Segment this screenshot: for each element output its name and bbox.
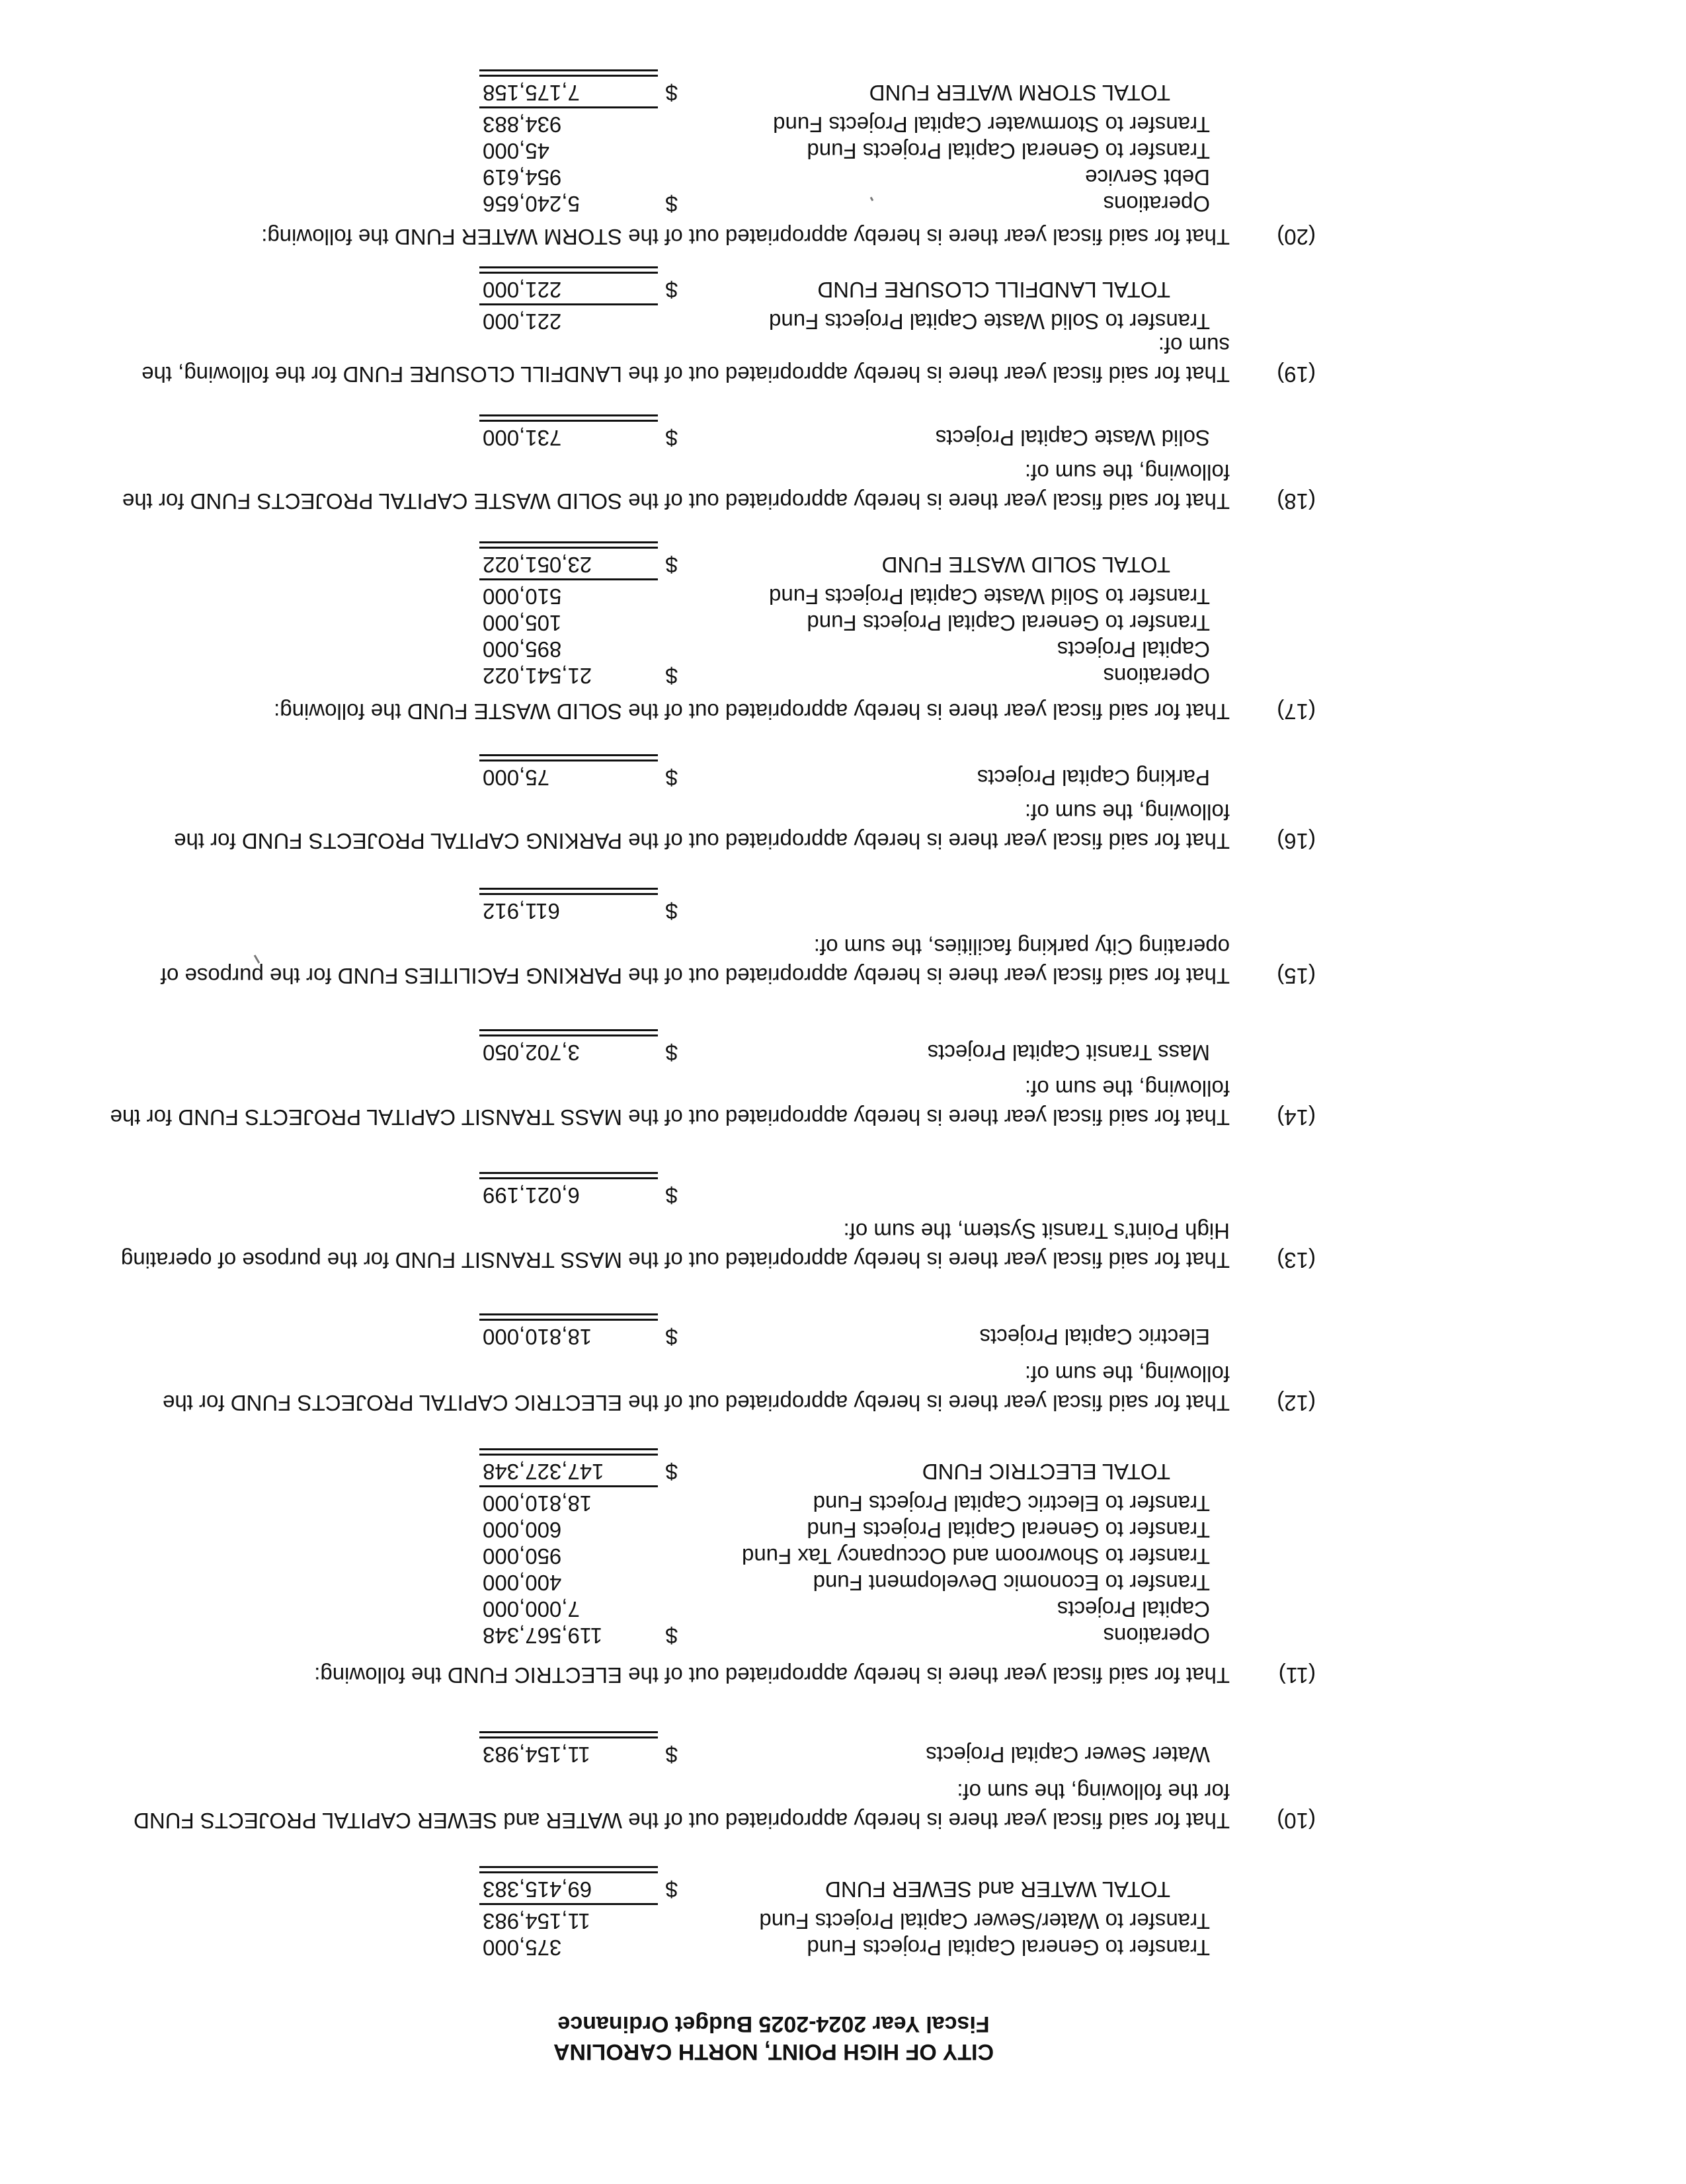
line-item-label: Transfer to General Capital Projects Fund bbox=[807, 1518, 1210, 1542]
line-item-label: Transfer to Electric Capital Projects Fund bbox=[813, 1491, 1210, 1516]
subtotal-underline bbox=[479, 106, 658, 108]
paragraph-text: That for said fiscal year there is hereby appropriated out of the WATER and SEWER CAPITAL PROJECTS FUND for the following, the sum of: bbox=[134, 1779, 1230, 1833]
total-double-underline bbox=[479, 888, 658, 895]
line-item-label: Transfer to Water/Sewer Capital Projects Fund bbox=[759, 1909, 1210, 1933]
paragraph-number: (16) bbox=[1277, 829, 1316, 853]
dollar-sign: $ bbox=[665, 1040, 678, 1065]
fund-total-amount: 7,175,158 bbox=[483, 81, 580, 105]
dollar-sign: $ bbox=[665, 664, 678, 688]
fund-total-amount: 69,415,383 bbox=[483, 1877, 592, 1902]
line-item-label: Mass Transit Capital Projects bbox=[927, 1040, 1210, 1065]
paragraph-text: That for said fiscal year there is hereby appropriated out of the PARKING CAPITAL PROJECTS FUND for the following, the sum of: bbox=[174, 800, 1230, 853]
line-item-amount: 11,154,983 bbox=[483, 1909, 590, 1933]
line-item-label: Transfer to General Capital Projects Fund bbox=[807, 139, 1210, 163]
dollar-sign: $ bbox=[665, 553, 678, 577]
subtotal-underline bbox=[479, 1485, 658, 1487]
paragraph-text: That for said fiscal year there is hereby appropriated out of the ELECTRIC FUND the following: bbox=[314, 1663, 1230, 1688]
line-item-amount: 18,810,000 bbox=[483, 1491, 592, 1516]
total-double-underline bbox=[479, 1313, 658, 1321]
total-double-underline bbox=[479, 69, 658, 77]
line-item-label: Transfer to Solid Waste Capital Projects Fund bbox=[769, 309, 1210, 334]
dollar-sign: $ bbox=[665, 426, 678, 450]
total-double-underline bbox=[479, 1029, 658, 1036]
line-item-amount: 954,619 bbox=[483, 165, 562, 190]
dollar-sign: $ bbox=[665, 278, 678, 302]
paragraph-text: That for said fiscal year there is hereby appropriated out of the PARKING FACILITIES FUND for the purpose of operating City parking facilities, the sum of: bbox=[160, 935, 1230, 988]
line-item-amount: 611,912 bbox=[483, 899, 560, 923]
line-item-label: Solid Waste Capital Projects bbox=[935, 426, 1210, 450]
line-item-label: Operations bbox=[1103, 192, 1210, 216]
fund-total-label: TOTAL STORM WATER FUND bbox=[869, 81, 1170, 105]
paragraph-number: (10) bbox=[1277, 1809, 1316, 1833]
dollar-sign: $ bbox=[665, 1460, 678, 1484]
line-item-amount: 221,000 bbox=[483, 309, 562, 334]
document-title: CITY OF HIGH POINT, NORTH CAROLINA bbox=[553, 2039, 994, 2064]
total-double-underline bbox=[479, 266, 658, 274]
line-item-label: Transfer to Showroom and Occupancy Tax Fund bbox=[741, 1544, 1210, 1569]
line-item-label: Transfer to General Capital Projects Fund bbox=[807, 611, 1210, 635]
dollar-sign: $ bbox=[665, 1325, 678, 1349]
paragraph-number: (15) bbox=[1277, 964, 1316, 988]
dollar-sign: $ bbox=[665, 192, 678, 216]
line-item-amount: 934,883 bbox=[483, 112, 562, 137]
paragraph-number: (20) bbox=[1277, 225, 1316, 249]
line-item-label: Capital Projects bbox=[1057, 637, 1210, 662]
paragraph-text: That for said fiscal year there is hereby appropriated out of the ELECTRIC CAPITAL PROJECTS FUND for the following, the sum of: bbox=[163, 1362, 1230, 1415]
scan-mark bbox=[870, 197, 874, 202]
paragraph-text: That for said fiscal year there is hereby appropriated out of the LANDFILL CLOSURE FUND for the following, the sum of: bbox=[141, 333, 1230, 387]
paragraph-text: That for said fiscal year there is hereby appropriated out of the SOLID WASTE FUND the following: bbox=[274, 699, 1230, 724]
line-item-amount: 731,000 bbox=[483, 426, 562, 450]
total-double-underline bbox=[479, 541, 658, 549]
fund-total-amount: 221,000 bbox=[483, 278, 562, 302]
line-item-label: Operations bbox=[1103, 664, 1210, 688]
line-item-amount: 375,000 bbox=[483, 1935, 562, 1960]
line-item-amount: 105,000 bbox=[483, 611, 562, 635]
line-item-label: Transfer to Solid Waste Capital Projects Fund bbox=[769, 584, 1210, 609]
line-item-label: Operations bbox=[1103, 1623, 1210, 1648]
line-item-amount: 600,000 bbox=[483, 1518, 562, 1542]
dollar-sign: $ bbox=[665, 1623, 678, 1648]
fund-total-label: TOTAL ELECTRIC FUND bbox=[922, 1460, 1170, 1484]
total-double-underline bbox=[479, 414, 658, 422]
dollar-sign: $ bbox=[665, 899, 678, 923]
paragraph-number: (13) bbox=[1277, 1248, 1316, 1272]
line-item-amount: 18,810,000 bbox=[483, 1325, 592, 1349]
line-item-amount: 6,021,199 bbox=[483, 1183, 580, 1208]
line-item-amount: 3,702,050 bbox=[483, 1040, 580, 1065]
paragraph-number: (14) bbox=[1277, 1105, 1316, 1130]
line-item-amount: 950,000 bbox=[483, 1544, 562, 1569]
total-double-underline bbox=[479, 1731, 658, 1738]
line-item-amount: 11,154,983 bbox=[483, 1742, 590, 1767]
dollar-sign: $ bbox=[665, 81, 678, 105]
fund-total-amount: 147,327,348 bbox=[483, 1460, 604, 1484]
line-item-label: Transfer to Stormwater Capital Projects Fund bbox=[773, 112, 1210, 137]
paragraph-text: That for said fiscal year there is hereby appropriated out of the MASS TRANSIT CAPITAL PROJECTS FUND for the following, the sum of: bbox=[110, 1076, 1230, 1130]
subtotal-underline bbox=[479, 1903, 658, 1905]
line-item-amount: 895,000 bbox=[483, 637, 562, 662]
document-subtitle: Fiscal Year 2024-2025 Budget Ordinance bbox=[557, 2011, 990, 2037]
dollar-sign: $ bbox=[665, 1183, 678, 1208]
line-item-amount: 75,000 bbox=[483, 765, 549, 790]
line-item-label: Electric Capital Projects bbox=[979, 1325, 1210, 1349]
line-item-label: Parking Capital Projects bbox=[977, 765, 1210, 790]
paragraph-number: (18) bbox=[1277, 489, 1316, 514]
paragraph-number: (17) bbox=[1277, 699, 1316, 724]
line-item-label: Transfer to Economic Development Fund bbox=[813, 1571, 1210, 1595]
paragraph-text: That for said fiscal year there is hereby appropriated out of the SOLID WASTE CAPITAL PROJECTS FUND for the following, the sum of: bbox=[122, 460, 1230, 514]
line-item-label: Capital Projects bbox=[1057, 1597, 1210, 1621]
paragraph-text: That for said fiscal year there is hereby appropriated out of the STORM WATER FUND the following: bbox=[261, 225, 1230, 249]
total-double-underline bbox=[479, 754, 658, 761]
line-item-amount: 119,567,348 bbox=[483, 1623, 603, 1648]
total-double-underline bbox=[479, 1866, 658, 1873]
line-item-label: Debt Service bbox=[1085, 165, 1210, 190]
line-item-amount: 510,000 bbox=[483, 584, 562, 609]
fund-total-label: TOTAL WATER and SEWER FUND bbox=[825, 1877, 1170, 1902]
paragraph-number: (11) bbox=[1278, 1663, 1316, 1688]
dollar-sign: $ bbox=[665, 1877, 678, 1902]
fund-total-label: TOTAL SOLID WASTE FUND bbox=[881, 553, 1170, 577]
subtotal-underline bbox=[479, 578, 658, 580]
line-item-amount: 21,541,022 bbox=[483, 664, 592, 688]
total-double-underline bbox=[479, 1448, 658, 1456]
subtotal-underline bbox=[479, 303, 658, 305]
line-item-amount: 45,000 bbox=[483, 139, 549, 163]
fund-total-label: TOTAL LANDFILL CLOSURE FUND bbox=[817, 278, 1170, 302]
paragraph-text: That for said fiscal year there is hereby appropriated out of the MASS TRANSIT FUND for the purpose of operating High Point’s Transit System, the sum of: bbox=[120, 1219, 1230, 1272]
total-double-underline bbox=[479, 1172, 658, 1179]
line-item-label: Water Sewer Capital Projects bbox=[926, 1742, 1210, 1767]
fund-total-amount: 23,051,022 bbox=[483, 553, 592, 577]
line-item-amount: 5,240,656 bbox=[483, 192, 580, 216]
line-item-label: Transfer to General Capital Projects Fund bbox=[807, 1935, 1210, 1960]
line-item-amount: 400,000 bbox=[483, 1571, 562, 1595]
paragraph-number: (19) bbox=[1277, 362, 1316, 387]
line-item-amount: 7,000,000 bbox=[483, 1597, 580, 1621]
dollar-sign: $ bbox=[665, 1742, 678, 1767]
paragraph-number: (12) bbox=[1277, 1391, 1316, 1415]
dollar-sign: $ bbox=[665, 765, 678, 790]
